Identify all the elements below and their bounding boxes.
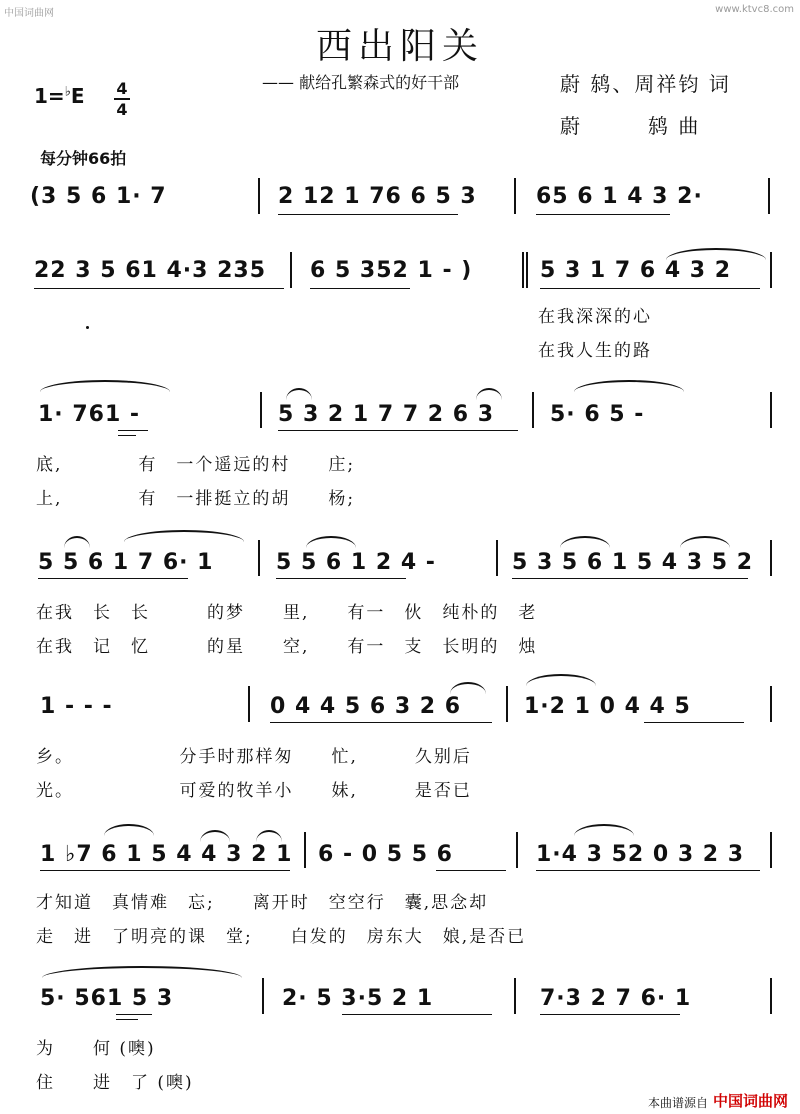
beam <box>310 288 410 289</box>
barline <box>768 178 770 214</box>
lyric-2-verse-2: 在我人生的路 <box>538 341 652 361</box>
measure-5-1: 1 - - - <box>40 694 113 719</box>
dedication: —— 献给孔繁森式的好干部 <box>262 73 460 92</box>
source-label: 本曲谱源自 <box>647 1096 708 1110</box>
measure-6-2: 6 - 0 5 5 6 <box>318 842 453 867</box>
beam <box>536 214 670 215</box>
lyric-2-verse-1: 在我深深的心 <box>538 307 652 327</box>
beam <box>276 578 406 579</box>
song-title: 西出阳关 <box>315 26 484 67</box>
beam <box>536 870 760 871</box>
slur <box>42 966 242 978</box>
measure-4-3: 5 3 5 6 1 5 4 3 5 2 <box>512 550 754 575</box>
lyric-5-verse-1: 乡。 分手时那样匆 忙, 久别后 <box>36 747 472 767</box>
beam <box>40 870 290 871</box>
slur <box>526 674 596 686</box>
site-brand: 中国词曲网 <box>712 1092 788 1110</box>
beam <box>512 578 748 579</box>
tie <box>286 388 312 400</box>
beam <box>540 1014 680 1015</box>
lyric-3-verse-2: 上, 有 一排挺立的胡 杨; <box>36 489 356 509</box>
time-signature <box>114 80 130 118</box>
measure-7-3: 7·3 2 7 6· 1 <box>540 986 692 1011</box>
lyricist-credit: 蔚 鸫、周祥钧 词 <box>560 72 731 96</box>
measure-7-1: 5· 561 5 3 <box>40 986 174 1011</box>
barline <box>770 392 772 428</box>
barline <box>258 178 260 214</box>
barline <box>290 252 292 288</box>
beam <box>34 288 284 289</box>
tie <box>200 830 230 842</box>
barline <box>514 978 516 1014</box>
barline <box>258 540 260 576</box>
time-sig-top: 4 <box>116 79 128 98</box>
barline <box>532 392 534 428</box>
beam <box>436 870 506 871</box>
slur <box>680 536 730 548</box>
key-prefix: 1= <box>34 84 65 108</box>
stray-mark <box>86 326 89 329</box>
time-sig-bottom: 4 <box>116 100 128 119</box>
measure-4-2: 5 5 6 1 2 4 - <box>276 550 436 575</box>
barline <box>304 832 306 868</box>
lyric-4-verse-1: 在我 长 长 的梦 里, 有一 伙 纯朴的 老 <box>36 603 538 623</box>
slur <box>574 380 684 392</box>
measure-5-3: 1·2 1 0 4 4 5 <box>524 694 691 719</box>
measure-3-1: 1· 761 - <box>38 402 141 427</box>
slur <box>40 380 170 392</box>
beam <box>342 1014 492 1015</box>
lyric-3-verse-1: 底, 有 一个遥远的村 庄; <box>36 455 356 475</box>
slur <box>124 530 244 542</box>
tie <box>450 682 486 694</box>
beam <box>116 1019 138 1020</box>
measure-1-3: 65 6 1 4 3 2· <box>536 184 703 209</box>
measure-5-2: 0 4 4 5 6 3 2 6 <box>270 694 462 719</box>
measure-1-1: (3 5 6 1· 7 <box>30 184 167 209</box>
slur <box>666 248 766 260</box>
lyric-6-verse-2: 走 进 了明亮的课 堂; 白发的 房东大 娘,是否已 <box>36 927 527 947</box>
barline <box>260 392 262 428</box>
barline <box>770 978 772 1014</box>
barline <box>262 978 264 1014</box>
composer-credit: 蔚 鸫 曲 <box>560 114 701 138</box>
tie <box>64 536 90 548</box>
key-signature <box>34 84 85 108</box>
barline <box>526 252 528 288</box>
tie <box>256 830 282 842</box>
barline <box>506 686 508 722</box>
barline <box>770 686 772 722</box>
measure-2-1: 22 3 5 61 4·3 235 <box>34 258 267 283</box>
slur <box>560 536 610 548</box>
barline <box>770 540 772 576</box>
measure-2-2: 6 5 352 1 - ) <box>310 258 473 283</box>
barline <box>770 832 772 868</box>
watermark-left: 中国词曲网 <box>4 8 54 19</box>
beam <box>540 288 760 289</box>
beam <box>118 435 136 436</box>
measure-7-2: 2· 5 3·5 2 1 <box>282 986 434 1011</box>
lyric-7-verse-2: 住 进 了 (噢) <box>36 1073 194 1093</box>
measure-3-3: 5· 6 5 - <box>550 402 645 427</box>
beam <box>38 578 188 579</box>
lyric-5-verse-2: 光。 可爱的牧羊小 妹, 是否已 <box>36 781 472 801</box>
measure-2-3: 5 3 1 7 6 4 3 2 <box>540 258 732 283</box>
measure-3-2: 5 3 2 1 7 7 2 6 3 <box>278 402 495 427</box>
tie <box>476 388 502 400</box>
watermark-right: www.ktvc8.com <box>715 4 794 15</box>
key-letter: E <box>70 84 85 108</box>
beam <box>116 1014 152 1015</box>
tempo-marking: 每分钟66拍 <box>40 149 127 168</box>
barline <box>516 832 518 868</box>
beam <box>270 722 492 723</box>
slur <box>574 824 634 836</box>
slur <box>104 824 154 836</box>
lyric-7-verse-1: 为 何 (噢) <box>36 1039 156 1059</box>
slur <box>306 536 356 548</box>
flat-sign: ♭ <box>64 84 71 100</box>
beam <box>278 214 458 215</box>
lyric-4-verse-2: 在我 记 忆 的星 空, 有一 支 长明的 烛 <box>36 637 538 657</box>
beam <box>118 430 148 431</box>
measure-6-1: 1 ♭7 6 1 5 4 4 3 2 1 <box>40 842 293 867</box>
beam <box>278 430 518 431</box>
barline <box>248 686 250 722</box>
measure-6-3: 1·4 3 52 0 3 2 3 <box>536 842 745 867</box>
beam <box>644 722 744 723</box>
lyric-6-verse-1: 才知道 真情难 忘; 离开时 空空行 囊,思念却 <box>36 893 489 913</box>
barline <box>522 252 524 288</box>
measure-1-2: 2 12 1 76 6 5 3 <box>278 184 477 209</box>
barline <box>496 540 498 576</box>
barline <box>514 178 516 214</box>
barline <box>770 252 772 288</box>
measure-4-1: 5 5 6 1 7 6· 1 <box>38 550 214 575</box>
